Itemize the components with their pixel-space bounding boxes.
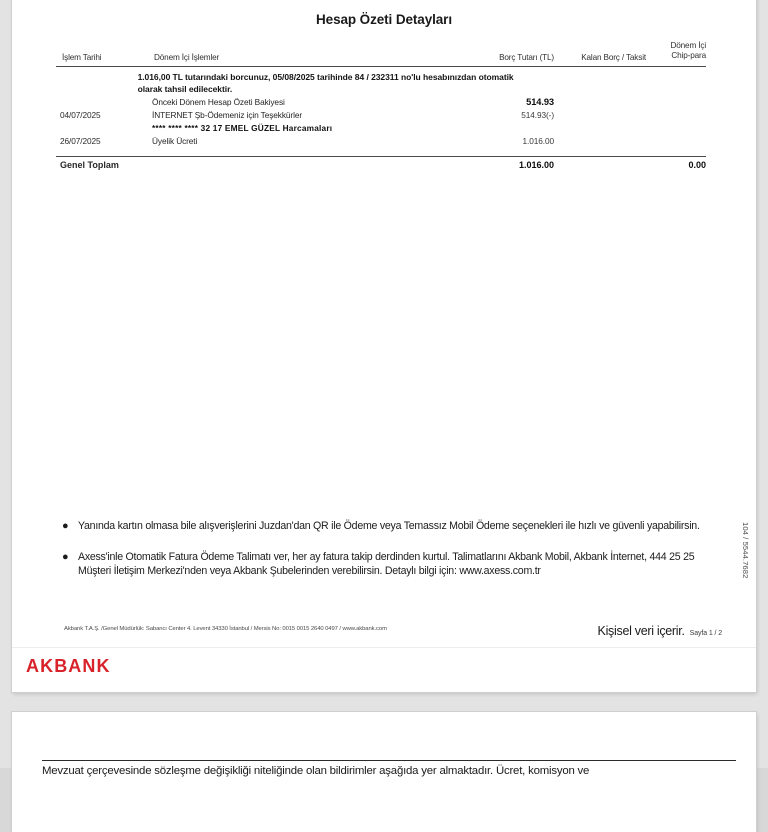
grand-total-spacer xyxy=(132,160,468,170)
promo-bullet-list xyxy=(62,519,710,595)
privacy-note: Kişisel veri içerir. xyxy=(597,624,685,638)
column-header-remaining: Kalan Borç / Taksit xyxy=(581,52,646,62)
document-side-code: 104 / 5544.7682 xyxy=(741,522,750,579)
row-amount: 514.93 xyxy=(526,96,554,107)
statement-page-1 xyxy=(12,0,756,692)
company-legal-line: Akbank T.A.Ş. /Genel Müdürlük: Sabancı Center 4. Levent 34330 İstanbul / Mersis No: 0015 0015 2640 0497 / www.akbank.com xyxy=(64,626,387,632)
transactions-table xyxy=(56,41,706,170)
logo-band xyxy=(12,647,756,692)
footer-right-group xyxy=(598,624,722,638)
grand-total-amount: 1.016.00 xyxy=(518,160,554,171)
page-two-top-rule xyxy=(42,760,736,761)
bullet-dot-icon: ● xyxy=(62,550,69,563)
chip-header-line-2: Chip-para xyxy=(671,51,706,61)
auto-debit-notice: 1.016,00 TL tutarındaki borcunuz, 05/08/2025 tarihinde 84 / 232311 no'lu hesabınızdan otomatik olarak tahsil edilecektir. xyxy=(137,71,514,94)
row-description: İNTERNET Şb-Ödemeniz için Teşekkürler xyxy=(152,109,302,120)
row-description: Önceki Dönem Hesap Özeti Bakiyesi xyxy=(152,96,285,107)
list-item xyxy=(62,550,710,579)
table-row xyxy=(56,135,706,148)
row-description: Üyelik Ücreti xyxy=(152,136,198,147)
grand-total-row xyxy=(56,157,706,170)
table-row xyxy=(56,122,706,135)
statement-page-2 xyxy=(12,712,756,832)
column-header-amount: Borç Tutarı (TL) xyxy=(499,52,554,62)
table-row xyxy=(56,108,706,121)
row-date: 04/07/2025 xyxy=(60,109,101,120)
table-row xyxy=(56,95,706,108)
table-spacer xyxy=(56,148,706,156)
list-item xyxy=(62,519,710,534)
table-header-row xyxy=(56,41,706,66)
chip-header-line-1: Dönem İçi xyxy=(670,41,706,50)
grand-total-chip: 0.00 xyxy=(688,160,706,171)
row-amount: 1.016.00 xyxy=(522,136,554,147)
row-date: 26/07/2025 xyxy=(60,136,101,147)
table-row xyxy=(56,67,706,96)
bullet-dot-icon: ● xyxy=(62,520,69,532)
column-header-date: İşlem Tarihi xyxy=(62,52,102,62)
page-title: Hesap Özeti Detayları xyxy=(316,12,452,27)
bullet-text: Axess'inle Otomatik Fatura Ödeme Talimatı ver, her ay fatura takip derdinden kurtul. Talimatlarını Akbank Mobil, Akbank İnternet, 444 25 25 Müşteri İletişim Merkezi'nden veya Akbank Şubelerinden verebilirsin. Detaylı bilgi için: www.axess.com.tr xyxy=(78,550,695,578)
akbank-logo: AKBANK xyxy=(26,656,111,676)
page-two-intro-text: Mevzuat çerçevesinde sözleşme değişikliği niteliğinde olan bildirimler aşağıda yer almaktadır. Ücret, komisyon ve xyxy=(42,765,590,777)
grand-total-label: Genel Toplam xyxy=(60,160,119,171)
masked-card-row-description: **** **** **** 32 17 EMEL GÜZEL Harcamaları xyxy=(152,123,333,134)
row-amount: 514.93(-) xyxy=(521,109,554,120)
grand-total-remaining xyxy=(554,160,646,170)
page-indicator: Sayfa 1 / 2 xyxy=(689,630,722,637)
bullet-text: Yanında kartın olmasa bile alışverişlerini Juzdan'dan QR ile Ödeme veya Temassız Mobil Ödeme seçenekleri ile hızlı ve güvenli yapabilirsin. xyxy=(78,520,700,532)
column-header-chip-para xyxy=(646,41,706,62)
column-header-description: Dönem İçi İşlemler xyxy=(154,52,220,62)
